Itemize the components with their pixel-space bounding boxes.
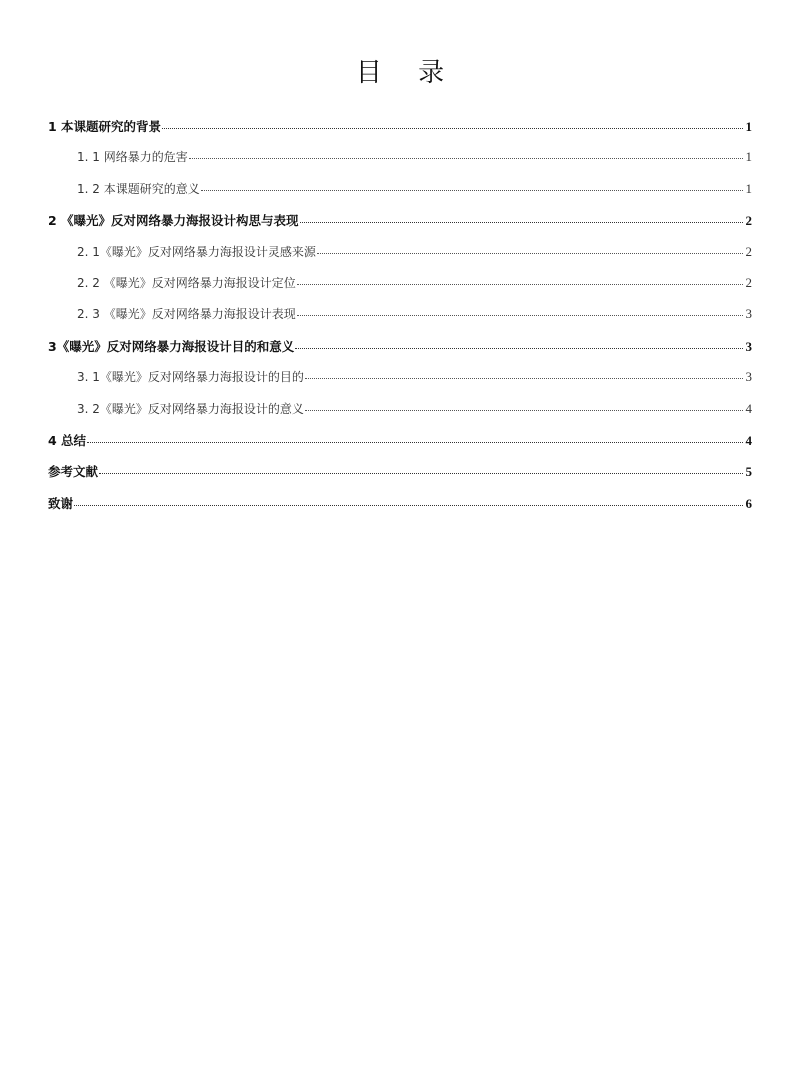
toc-entry-page: 3 — [745, 306, 752, 322]
toc-entry-label: 致谢 — [48, 495, 74, 511]
toc-entry-2-1[interactable] — [48, 243, 752, 274]
dot-leader — [99, 473, 743, 474]
page-title: 目 录 — [355, 58, 459, 88]
toc-entry-label: 3. 2《曝光》反对网络暴力海报设计的意义 — [77, 401, 304, 416]
dot-leader — [305, 378, 743, 379]
toc-entry-2-2[interactable] — [48, 274, 752, 305]
toc-entry-page: 2 — [745, 274, 752, 290]
toc-entry-label: 3《曝光》反对网络暴力海报设计目的和意义 — [48, 338, 295, 354]
toc-entry-page: 2 — [745, 243, 752, 259]
toc-entry-label: 参考文献 — [48, 464, 99, 480]
toc-entry-label: 4 总结 — [48, 432, 87, 448]
toc-entry-page: 4 — [745, 432, 752, 448]
toc-entry-label: 3. 1《曝光》反对网络暴力海报设计的目的 — [77, 370, 304, 385]
toc-entry-3-1[interactable] — [48, 368, 752, 399]
toc-entry-1-1[interactable] — [48, 148, 752, 179]
dot-leader — [295, 348, 743, 349]
toc-entry-page: 5 — [745, 464, 752, 480]
dot-leader — [87, 442, 743, 443]
toc-entry-3[interactable] — [48, 337, 752, 368]
table-of-contents — [48, 117, 752, 525]
toc-entry-4[interactable] — [48, 431, 752, 462]
dot-leader — [297, 315, 743, 316]
toc-entry-page: 1 — [745, 119, 752, 134]
toc-entry-label: 1. 2 本课题研究的意义 — [77, 181, 200, 196]
dot-leader — [305, 410, 743, 411]
toc-entry-1[interactable] — [48, 117, 752, 148]
toc-entry-label: 2. 2 《曝光》反对网络暴力海报设计定位 — [77, 275, 296, 290]
dot-leader — [201, 190, 743, 191]
toc-entry-label: 1. 1 网络暴力的危害 — [77, 150, 188, 165]
dot-leader — [297, 284, 743, 285]
toc-entry-3-2[interactable] — [48, 400, 752, 431]
toc-entry-references[interactable] — [48, 462, 752, 493]
toc-entry-page: 1 — [745, 180, 752, 196]
dot-leader — [300, 222, 743, 223]
toc-entry-page: 6 — [745, 495, 752, 511]
toc-entry-2-3[interactable] — [48, 305, 752, 336]
toc-entry-label: 1 本课题研究的背景 — [48, 119, 162, 134]
toc-entry-page: 3 — [745, 338, 752, 354]
toc-entry-2[interactable] — [48, 211, 752, 242]
dot-leader — [317, 253, 743, 254]
toc-entry-page: 2 — [745, 213, 752, 229]
dot-leader — [189, 158, 743, 159]
toc-entry-page: 4 — [745, 400, 752, 416]
dot-leader — [74, 505, 743, 506]
toc-entry-label: 2. 3 《曝光》反对网络暴力海报设计表现 — [77, 307, 296, 322]
toc-entry-page: 3 — [745, 369, 752, 385]
toc-entry-label: 2. 1《曝光》反对网络暴力海报设计灵感来源 — [77, 244, 316, 259]
dot-leader — [162, 128, 743, 129]
toc-entry-label: 2 《曝光》反对网络暴力海报设计构思与表现 — [48, 213, 299, 229]
toc-entry-page: 1 — [745, 149, 752, 165]
toc-entry-1-2[interactable] — [48, 180, 752, 211]
toc-entry-acknowledgements[interactable] — [48, 494, 752, 525]
